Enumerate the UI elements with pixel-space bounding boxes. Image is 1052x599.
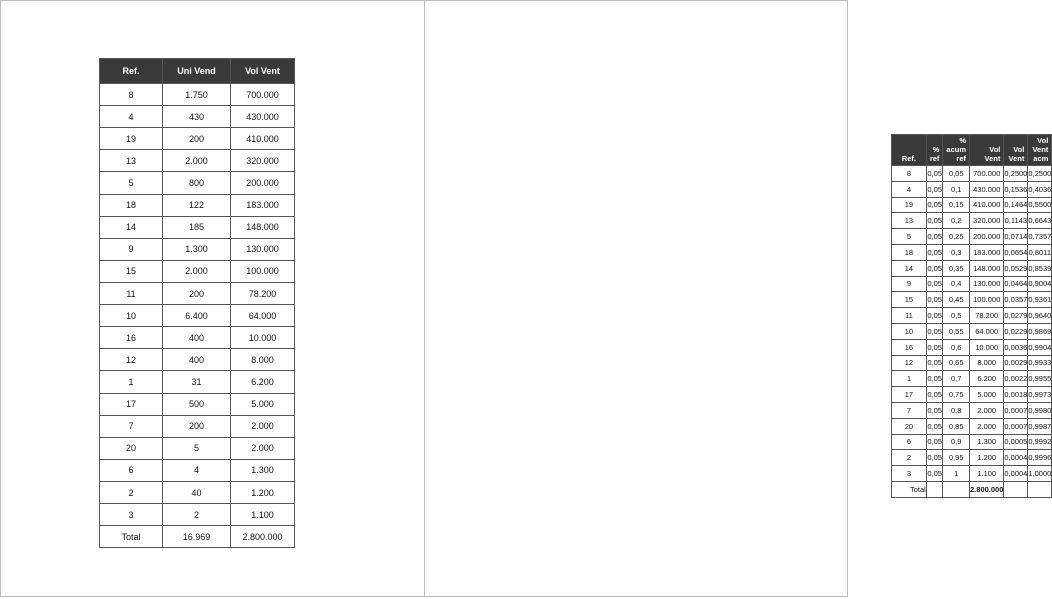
table-cell: 5 [892,229,927,245]
table-cell: 320.000 [970,213,1004,229]
pareto-table [891,134,1052,498]
table-cell: 0,1536 [1004,181,1028,197]
table-cell: 10.000 [231,327,295,349]
table-row [100,84,295,106]
table-cell: 0,0007 [1004,402,1028,418]
table-cell: 0,4 [943,276,970,292]
table-row [892,292,1052,308]
table-cell: 8 [100,84,163,106]
table-cell: 183.000 [231,194,295,216]
table-cell: 11 [100,282,163,304]
table-cell: 0,9640 [1028,308,1052,324]
table-row [100,106,295,128]
table-cell: 9 [100,238,163,260]
header-pct-ref: % ref [926,135,943,166]
table-row [892,166,1052,182]
table-cell: 13 [100,150,163,172]
total-cell: 2.800.000 [970,481,1004,497]
table-cell: 5 [163,437,231,459]
table-cell: 0,05 [943,166,970,182]
table-row [892,276,1052,292]
table-cell: 13 [892,213,927,229]
table-row [892,355,1052,371]
table-cell: 15 [892,292,927,308]
table-cell: 0,2500 [1028,166,1052,182]
header-vol-vent: Vol Vent [231,59,295,84]
table-cell: 0,0005 [1004,434,1028,450]
table-cell: 6 [892,434,927,450]
table-cell: 0,95 [943,450,970,466]
table-cell: 9 [892,276,927,292]
table-cell: 0,1 [943,181,970,197]
table-cell: 0,45 [943,292,970,308]
table-cell: 0,05 [926,244,943,260]
table-row [892,308,1052,324]
table-cell: 1 [943,466,970,482]
table-row [892,229,1052,245]
table-cell: 0,05 [926,450,943,466]
table-cell: 200 [163,282,231,304]
table-row [100,260,295,282]
table-cell: 0,7 [943,371,970,387]
right-page [424,0,1052,597]
table-cell: 400 [163,349,231,371]
table-cell: 0,65 [943,355,970,371]
table-cell: 0,05 [926,308,943,324]
table-cell: 0,5 [943,308,970,324]
table-cell: 0,6 [943,339,970,355]
table-cell: 14 [100,216,163,238]
table-row [100,150,295,172]
header-ref: Ref. [100,59,163,84]
table-row [892,213,1052,229]
header-uni-vend: Uni Vend [163,59,231,84]
table-cell: 1.300 [231,459,295,481]
table-cell: 0,0029 [1004,355,1028,371]
table-cell: 8.000 [231,349,295,371]
table-cell: 0,2500 [1004,166,1028,182]
table-cell: 18 [100,194,163,216]
table-cell: 0,05 [926,276,943,292]
table-row [100,194,295,216]
table-cell: 1.100 [231,504,295,526]
table-cell: 19 [892,197,927,213]
total-cell [1028,481,1052,497]
table-cell: 1 [100,371,163,393]
table-cell: 0,15 [943,197,970,213]
left-page [0,0,425,597]
table-row [100,504,295,526]
table-row [100,327,295,349]
table-cell: 0,8 [943,402,970,418]
table-row [892,197,1052,213]
total-label: Total [100,526,163,548]
table-cell: 78.200 [970,308,1004,324]
table-header-row [100,59,295,84]
table-cell: 0,25 [943,229,970,245]
table-row [100,437,295,459]
total-label: Total [892,481,927,497]
table-cell: 0,05 [926,197,943,213]
table-cell: 0,0529 [1004,260,1028,276]
table-cell: 0,75 [943,387,970,403]
table-row [892,339,1052,355]
table-cell: 2 [163,504,231,526]
table-cell: 2.000 [970,402,1004,418]
table-cell: 2.000 [163,260,231,282]
table-cell: 0,5500 [1028,197,1052,213]
table-row [892,323,1052,339]
table-cell: 6.200 [231,371,295,393]
table-cell: 1.200 [970,450,1004,466]
table-cell: 0,05 [926,387,943,403]
table-row [892,418,1052,434]
table-cell: 6 [100,459,163,481]
table-cell: 0,05 [926,402,943,418]
table-cell: 5 [100,172,163,194]
total-cell [926,481,943,497]
table-cell: 148.000 [970,260,1004,276]
table-cell: 0,0279 [1004,308,1028,324]
table-cell: 6.400 [163,305,231,327]
total-cell: 16.969 [163,526,231,548]
table-row [892,466,1052,482]
table-cell: 0,05 [926,371,943,387]
table-cell: 500 [163,393,231,415]
table-cell: 17 [892,387,927,403]
table-row [100,282,295,304]
table-cell: 1.300 [970,434,1004,450]
table-cell: 200.000 [231,172,295,194]
table-cell: 0,05 [926,229,943,245]
table-cell: 0,9004 [1028,276,1052,292]
table-cell: 78.200 [231,282,295,304]
table-cell: 10.000 [970,339,1004,355]
table-row [100,238,295,260]
table-cell: 4 [892,181,927,197]
table-row [892,434,1052,450]
table-cell: 16 [100,327,163,349]
table-cell: 200 [163,128,231,150]
table-cell: 2 [892,450,927,466]
table-cell: 0,9992 [1028,434,1052,450]
table-cell: 0,05 [926,166,943,182]
table-row [100,371,295,393]
total-cell [1004,481,1028,497]
table-row [100,349,295,371]
table-cell: 0,7357 [1028,229,1052,245]
table-row [892,244,1052,260]
table-cell: 130.000 [970,276,1004,292]
header-vol-vent-acm: Vol Vent acm [1028,135,1052,166]
table-cell: 2.000 [231,415,295,437]
table-cell: 0,0004 [1004,466,1028,482]
table-cell: 0,0007 [1004,418,1028,434]
header-vol-vent-share: Vol Vent [1004,135,1028,166]
table-header-row [892,135,1052,166]
table-cell: 0,1464 [1004,197,1028,213]
table-cell: 7 [892,402,927,418]
table-cell: 19 [100,128,163,150]
table-cell: 4 [100,106,163,128]
table-cell: 0,8011 [1028,244,1052,260]
table-row [100,216,295,238]
header-pct-acum-ref: % acum ref [943,135,970,166]
table-cell: 0,05 [926,434,943,450]
table-cell: 15 [100,260,163,282]
table-cell: 31 [163,371,231,393]
table-cell: 8.000 [970,355,1004,371]
table-cell: 122 [163,194,231,216]
total-cell [943,481,970,497]
table-row [100,172,295,194]
table-cell: 200.000 [970,229,1004,245]
table-cell: 0,0714 [1004,229,1028,245]
table-cell: 0,0022 [1004,371,1028,387]
table-cell: 64.000 [231,305,295,327]
table-cell: 2 [100,481,163,503]
total-cell: 2.800.000 [231,526,295,548]
table-cell: 0,05 [926,292,943,308]
table-cell: 400 [163,327,231,349]
table-cell: 0,0654 [1004,244,1028,260]
table-cell: 3 [100,504,163,526]
table-cell: 0,3 [943,244,970,260]
table-cell: 0,05 [926,339,943,355]
table-cell: 1,0000 [1028,466,1052,482]
table-cell: 0,35 [943,260,970,276]
table-cell: 410.000 [231,128,295,150]
table-cell: 430 [163,106,231,128]
table-cell: 0,0464 [1004,276,1028,292]
table-cell: 320.000 [231,150,295,172]
table-cell: 0,05 [926,418,943,434]
table-cell: 0,85 [943,418,970,434]
table-row [100,459,295,481]
table-cell: 0,6643 [1028,213,1052,229]
table-cell: 0,4036 [1028,181,1052,197]
table-cell: 1 [892,371,927,387]
table-cell: 0,9869 [1028,323,1052,339]
table-row [892,387,1052,403]
table-cell: 0,0004 [1004,450,1028,466]
table-cell: 5.000 [231,393,295,415]
table-cell: 0,9996 [1028,450,1052,466]
total-row [100,526,295,548]
table-cell: 12 [100,349,163,371]
table-row [100,481,295,503]
table-cell: 100.000 [970,292,1004,308]
table-cell: 700.000 [231,84,295,106]
table-cell: 0,05 [926,323,943,339]
table-cell: 800 [163,172,231,194]
table-row [100,415,295,437]
table-cell: 0,05 [926,466,943,482]
table-row [892,450,1052,466]
table-cell: 8 [892,166,927,182]
table-cell: 430.000 [231,106,295,128]
table-cell: 1.100 [970,466,1004,482]
table-cell: 0,9980 [1028,402,1052,418]
table-cell: 0,8539 [1028,260,1052,276]
table-row [100,305,295,327]
table-cell: 130.000 [231,238,295,260]
table-row [892,260,1052,276]
table-cell: 410.000 [970,197,1004,213]
table-cell: 1.200 [231,481,295,503]
table-cell: 0,0229 [1004,323,1028,339]
table-cell: 0,9904 [1028,339,1052,355]
table-cell: 0,9973 [1028,387,1052,403]
table-cell: 0,55 [943,323,970,339]
table-cell: 1.300 [163,238,231,260]
table-row [100,128,295,150]
table-cell: 5.000 [970,387,1004,403]
table-row [892,371,1052,387]
table-cell: 183.000 [970,244,1004,260]
table-row [100,393,295,415]
table-cell: 14 [892,260,927,276]
table-row [892,402,1052,418]
table-cell: 200 [163,415,231,437]
table-cell: 0,0357 [1004,292,1028,308]
sales-volume-table [99,58,295,548]
table-cell: 0,0018 [1004,387,1028,403]
table-cell: 20 [100,437,163,459]
table-cell: 10 [100,305,163,327]
table-cell: 10 [892,323,927,339]
table-cell: 1.750 [163,84,231,106]
table-cell: 7 [100,415,163,437]
table-cell: 17 [100,393,163,415]
table-cell: 0,05 [926,213,943,229]
table-cell: 2.000 [231,437,295,459]
total-row [892,481,1052,497]
header-ref: Ref. [892,135,927,166]
table-cell: 3 [892,466,927,482]
table-cell: 11 [892,308,927,324]
table-cell: 148.000 [231,216,295,238]
table-cell: 0,9933 [1028,355,1052,371]
table-row [892,181,1052,197]
table-cell: 0,9361 [1028,292,1052,308]
table-cell: 12 [892,355,927,371]
table-cell: 430.000 [970,181,1004,197]
table-cell: 0,05 [926,355,943,371]
table-cell: 20 [892,418,927,434]
table-cell: 6.200 [970,371,1004,387]
table-cell: 0,9987 [1028,418,1052,434]
table-cell: 18 [892,244,927,260]
table-cell: 4 [163,459,231,481]
table-cell: 0,9 [943,434,970,450]
table-cell: 40 [163,481,231,503]
table-cell: 0,05 [926,260,943,276]
table-cell: 100.000 [231,260,295,282]
table-cell: 16 [892,339,927,355]
table-cell: 185 [163,216,231,238]
table-cell: 0,2 [943,213,970,229]
table-cell: 0,9955 [1028,371,1052,387]
table-cell: 0,1143 [1004,213,1028,229]
table-cell: 2.000 [970,418,1004,434]
table-cell: 64.000 [970,323,1004,339]
table-cell: 700.000 [970,166,1004,182]
table-cell: 0,05 [926,181,943,197]
header-vol-vent: Vol Vent [970,135,1004,166]
table-cell: 0,0036 [1004,339,1028,355]
table-cell: 2.000 [163,150,231,172]
